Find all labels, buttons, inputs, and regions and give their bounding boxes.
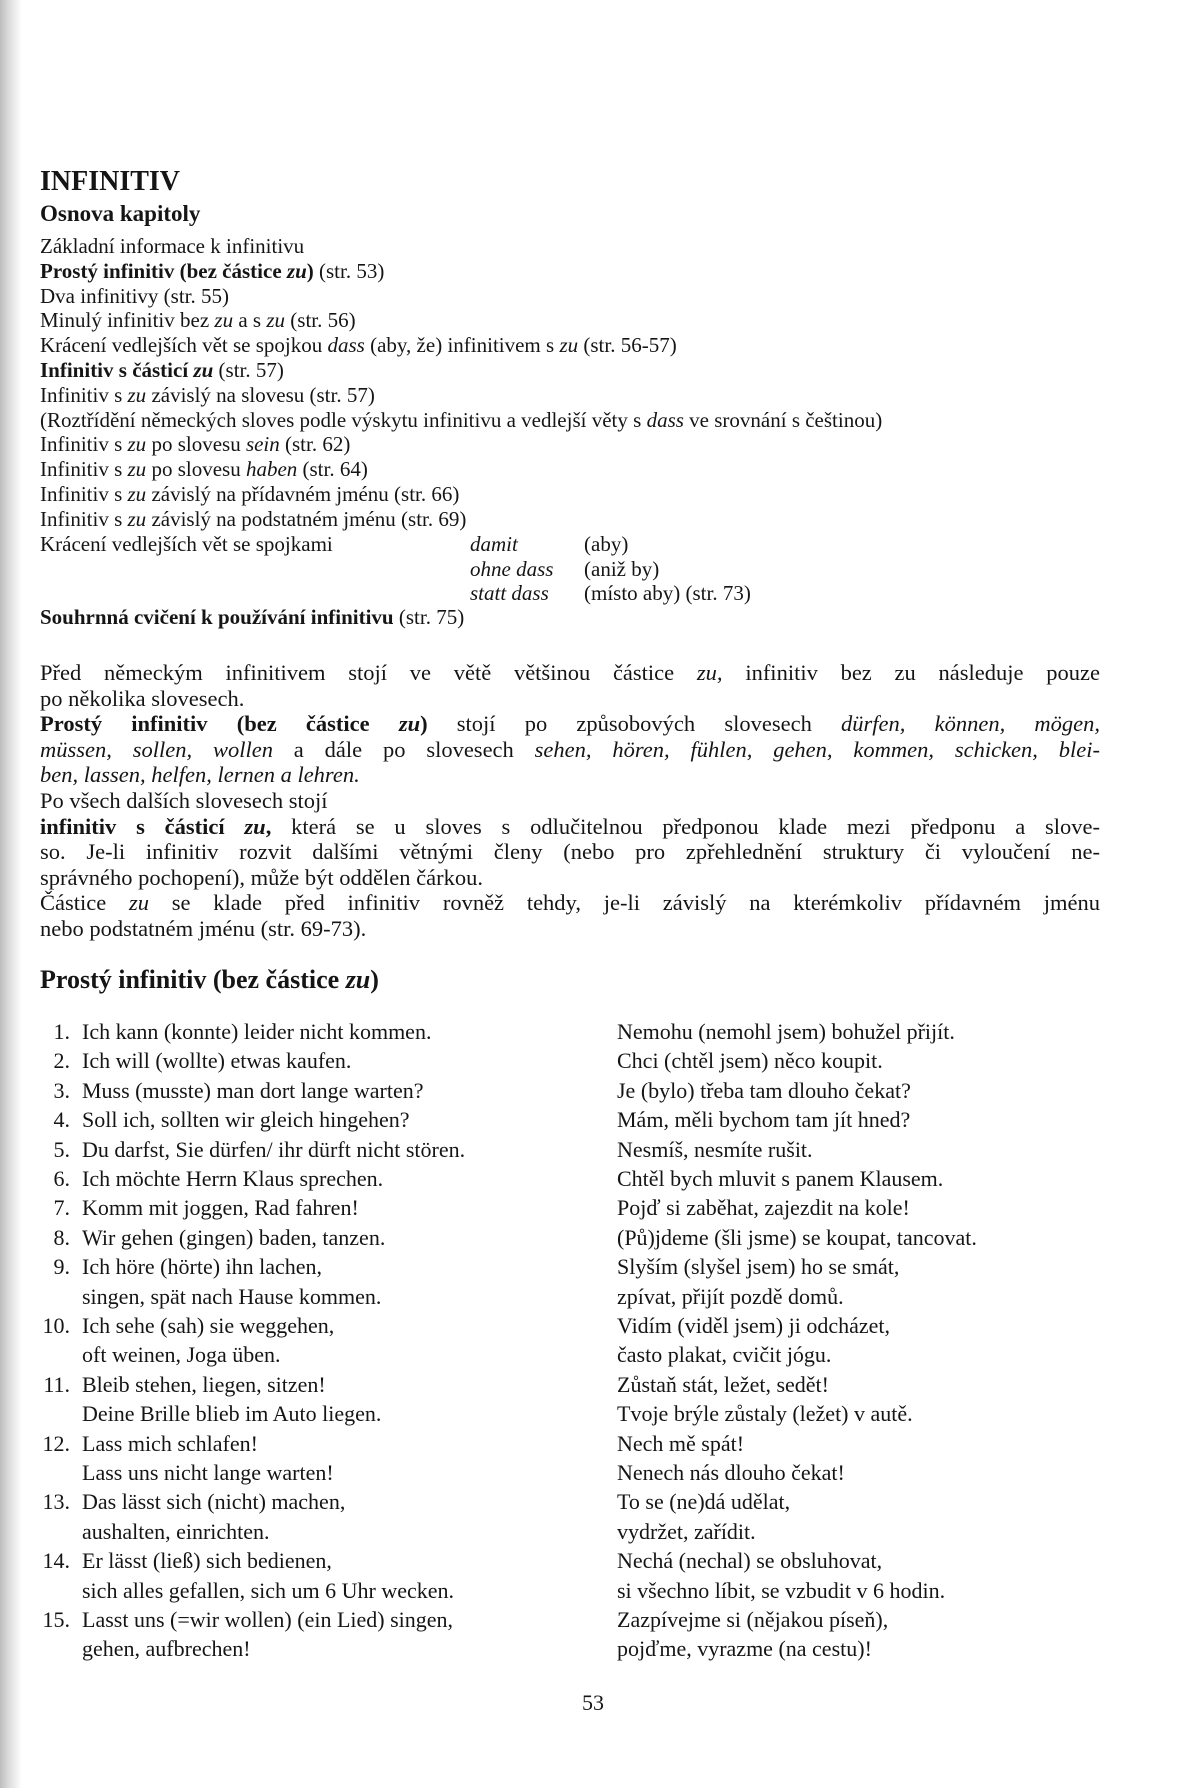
text-run: ve srovnání s češtinou) [683,407,883,432]
item-number: 8. [53,1224,70,1250]
conjunction: damit [470,532,518,556]
text-run: Krácení vedlejších vět se spojkou [40,333,328,358]
text-run: zu [127,382,147,407]
text-run: Infinitiv s [40,506,128,531]
text-run: Dva infinitivy (str. 55) [40,283,229,308]
outline-item [40,507,466,531]
document-page [40,0,1150,1788]
text-run: Souhrnná cvičení k používání infinitivu [40,605,394,629]
german-sentence: Er lässt (ließ) sich bedienen, [82,1548,332,1574]
czech-translation: často plakat, cvičit jógu. [617,1342,832,1368]
text-run: zu [398,711,421,737]
text-run: Po všech dalších slovesech stojí [40,788,328,813]
text-run: zu [127,432,147,457]
outline-item [40,408,882,432]
item-number: 5. [53,1136,70,1162]
text-run: ben, lassen, helfen, lernen a lehren. [40,762,360,788]
text-run: a dále po slovesech [272,736,535,762]
item-number: 9. [53,1254,70,1280]
text-run: Infinitiv s [40,382,128,407]
czech-translation: Nechá (nechal) se obsluhovat, [617,1548,883,1574]
czech-translation: Nesmíš, nesmíte rušit. [617,1136,813,1162]
text-run: Prostý infinitiv (bez částice [40,965,346,994]
german-sentence: Ich kann (konnte) leider nicht kommen. [82,1019,432,1044]
text-run: Minulý infinitiv bez [40,308,215,333]
german-sentence: Lass uns nicht lange warten! [82,1460,334,1485]
text-run: (str. 57) [213,358,284,382]
text-run: so. Je-li infinitiv rozvit dalšími větnými členy (nebo pro zpřehlednění struktury či vyloučení ne- [40,839,1100,865]
outline-item [40,482,459,506]
german-sentence: Das lässt sich (nicht) machen, [82,1489,346,1515]
czech-translation: Vidím (viděl jsem) ji odcházet, [617,1313,890,1338]
item-number: 6. [53,1166,70,1191]
german-sentence: Wir gehen (gingen) baden, tanzen. [82,1224,386,1250]
text-run: Prostý infinitiv (bez částice [40,711,399,737]
text-run: po slovesu [146,457,246,482]
item-number: 3. [53,1077,70,1103]
german-sentence: Lass mich schlafen! [82,1430,258,1456]
text-run: která se u sloves s odlučitelnou předponou klade mezi předponu a slove- [271,813,1101,839]
text-run: (str. 56-57) [578,333,677,358]
item-number: 11. [43,1371,70,1397]
text-run: stojí po způsobových slovesech [427,711,842,737]
czech-translation: Chtěl bych mluvit s panem Klausem. [617,1166,944,1191]
item-number: 7. [53,1195,70,1221]
page-gutter-shadow [0,0,22,1788]
german-sentence: sich alles gefallen, sich um 6 Uhr wecken. [82,1577,455,1603]
text-run: (str. 64) [297,457,368,482]
text-run: ) [306,258,314,283]
czech-translation: To se (ne)dá udělat, [617,1489,791,1515]
text-run: zu [193,358,214,382]
text-run: infinitiv bez zu následuje pouze [722,660,1100,685]
czech-translation: Zazpívejme si (nějakou píseň), [617,1607,889,1632]
czech-translation: Chci (chtěl jsem) něco koupit. [617,1048,883,1074]
outline-item [40,234,304,258]
conjunction-gloss: (aniž by) [584,556,660,581]
text-run: Infinitiv s [40,482,128,506]
outline-item [40,333,677,357]
german-sentence: Ich höre (hörte) ihn lachen, [82,1254,323,1280]
text-run: müssen, sollen, wollen [40,736,273,762]
outline-item [40,383,375,407]
item-number: 13. [42,1489,70,1515]
item-number: 15. [42,1607,70,1632]
german-sentence: singen, spät nach Hause kommen. [82,1283,382,1309]
german-sentence: Du darfst, Sie dürfen/ ihr dürft nicht stören. [82,1136,466,1162]
body-line [40,916,366,941]
outline-summary [40,605,464,629]
czech-translation: Je (bylo) třeba tam dlouho čekat? [617,1077,911,1103]
text-run: správného pochopení), může být oddělen čárkou. [40,864,483,890]
text-run: (str. 53) [313,258,385,283]
text-run: závislý na podstatném jménu (str. 69) [146,506,467,531]
text-run: zu [214,308,234,333]
body-line [40,890,1100,915]
czech-translation: Slyším (slyšel jsem) ho se smát, [617,1254,900,1280]
text-run: zu [129,890,150,916]
item-number: 2. [53,1048,70,1074]
shortening-lead: Krácení vedlejších vět se spojkami [40,532,333,556]
czech-translation: (Pů)jdeme (šli jsme) se koupat, tancovat. [617,1224,977,1250]
text-run: Základní informace k infinitivu [40,234,305,258]
czech-translation: Nemohu (nemohl jsem) bohužel přijít. [617,1019,955,1044]
outline-title: Osnova kapitoly [40,201,201,226]
text-run: (str. 56) [285,308,356,333]
text-run: (Roztřídění německých sloves podle výskytu infinitivu a vedlejší věty s [40,407,647,432]
text-run: a s [233,308,267,333]
text-run: zu [127,482,147,506]
text-run: zu [244,813,266,839]
body-line [40,686,244,711]
text-run: závislý na přídavném jménu (str. 66) [146,482,460,506]
outline-item [40,284,229,308]
czech-translation: Nenech nás dlouho čekat! [617,1460,845,1485]
body-line [40,762,360,787]
czech-translation: Nech mě spát! [617,1430,745,1456]
text-run: Před německým infinitivem stojí ve větě většinou částice [40,660,697,685]
page-number: 53 [582,1690,604,1715]
text-run: sein [245,432,280,457]
text-run: zu [127,506,147,531]
text-run: Částice [40,890,129,916]
german-sentence: aushalten, einrichten. [82,1518,270,1544]
body-line [40,788,327,813]
german-sentence: Ich will (wollte) etwas kaufen. [82,1048,352,1074]
item-number: 4. [53,1107,70,1133]
czech-translation: pojďme, vyrazme (na cestu)! [617,1636,872,1662]
body-line [40,711,1100,736]
text-run: po několika slovesech. [40,685,245,711]
german-sentence: Ich sehe (sah) sie weggehen, [82,1313,335,1338]
german-sentence: Bleib stehen, liegen, sitzen! [82,1371,326,1397]
body-line [40,839,1100,864]
outline-item [40,259,384,283]
outline-item [40,457,368,481]
german-sentence: Komm mit joggen, Rad fahren! [82,1195,359,1221]
text-run: ) [370,965,379,994]
text-run: nebo podstatném jménu (str. 69-73). [40,916,367,941]
text-run: zu [559,333,579,358]
text-run: , [265,813,272,839]
text-run: se klade před infinitiv rovněž tehdy, je-li závislý na kterémkoliv přídavném jménu [149,890,1100,916]
outline-item [40,432,350,456]
text-run: Infinitiv s částicí [40,358,194,382]
text-run: ) [420,711,428,737]
german-sentence: Soll ich, sollten wir gleich hingehen? [82,1107,410,1133]
chapter-title: INFINITIV [40,166,181,197]
item-number: 1. [53,1019,70,1044]
czech-translation: Mám, měli bychom tam jít hned? [617,1107,911,1133]
german-sentence: Muss (musste) man dort lange warten? [82,1077,424,1103]
item-number: 14. [42,1548,70,1574]
czech-translation: si všechno líbit, se vzbudit v 6 hodin. [617,1577,946,1603]
text-run: dass [646,407,684,432]
czech-translation: vydržet, zařídit. [617,1518,756,1544]
text-run: Infinitiv s [40,457,128,482]
body-line [40,814,1100,839]
body-line [40,737,1100,762]
outline-item [40,358,284,382]
text-run: zu [345,965,371,994]
text-run: zu [286,258,307,283]
text-run: (str. 75) [393,605,465,629]
body-line [40,660,1100,685]
czech-translation: Tvoje brýle zůstaly (ležet) v autě. [617,1401,913,1427]
item-number: 10. [42,1313,70,1338]
german-sentence: gehen, aufbrechen! [82,1636,251,1662]
body-line [40,865,483,890]
text-run: závislý na slovesu (str. 57) [146,382,375,407]
czech-translation: Zůstaň stát, ležet, sedět! [617,1371,829,1397]
text-run: zu [266,308,286,333]
text-run: infinitiv s částicí [40,813,245,839]
text-run: Infinitiv s [40,432,128,457]
text-run: haben [245,457,298,482]
conjunction-gloss: (místo aby) (str. 73) [584,581,751,605]
text-run: dürfen, können, mögen, [841,711,1100,737]
section-heading [40,965,379,995]
conjunction: statt dass [470,581,549,605]
text-run: zu [127,457,147,482]
outline-item [40,308,356,332]
text-run: po slovesu [146,432,246,457]
text-run: dass [327,333,365,358]
conjunction-gloss: (aby) [584,532,629,556]
german-sentence: Ich möchte Herrn Klaus sprechen. [82,1166,384,1191]
german-sentence: Deine Brille blieb im Auto liegen. [82,1401,382,1427]
text-run: sehen, hören, fühlen, gehen, kommen, schicken, blei- [534,736,1100,762]
german-sentence: Lasst uns (=wir wollen) (ein Lied) singen, [82,1607,454,1632]
item-number: 12. [42,1430,70,1456]
conjunction: ohne dass [470,556,554,581]
text-run: (aby, že) infinitivem s [364,333,560,358]
text-run: Prostý infinitiv (bez částice [40,258,287,283]
text-run: (str. 62) [279,432,351,457]
german-sentence: oft weinen, Joga üben. [82,1342,281,1368]
text-run: zu, [696,660,723,685]
czech-translation: zpívat, přijít pozdě domů. [617,1283,844,1309]
czech-translation: Pojď si zaběhat, zajezdit na kole! [617,1195,910,1221]
